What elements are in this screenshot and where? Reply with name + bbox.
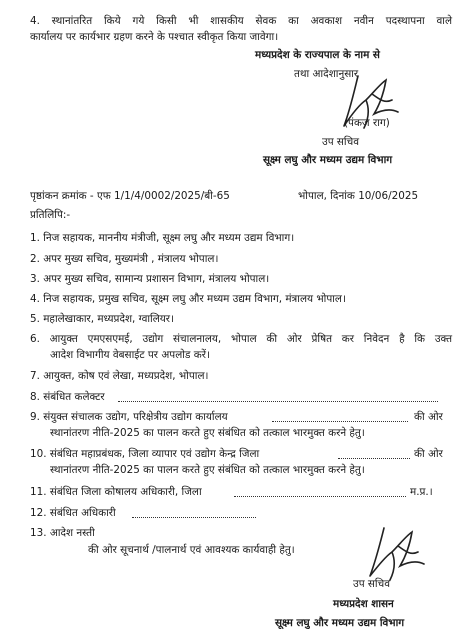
copy-item-6-line-2: आदेश विभागीय वेबसाईट पर अपलोड करें।	[50, 349, 210, 361]
copy-item-9-suffix: की ओर	[414, 411, 443, 423]
copy-item-8-blank	[118, 392, 438, 402]
signatory-2-government: मध्यप्रदेश शासन	[333, 598, 394, 610]
copy-item-7: 7. आयुक्त, कोष एवं लेखा, मध्यप्रदेश, भोपाल।	[30, 370, 209, 382]
copy-item-10-line-1: 10. संबंधित महाप्रबंधक, जिला व्यापार एवं उद्योग केन्द्र जिला	[30, 448, 260, 460]
copy-item-11: 11. संबंधित जिला कोषालय अधिकारी, जिला	[30, 486, 202, 498]
copy-item-3: 3. अपर मुख्य सचिव, सामान्य प्रशासन विभाग, मंत्रालय भोपाल।	[30, 273, 270, 285]
signatory-1-name: (पंकज राग)	[344, 117, 390, 129]
copy-item-10-suffix: की ओर	[414, 448, 443, 460]
copy-item-12: 12. संबंधित अधिकारी	[30, 507, 116, 519]
copy-item-9-blank	[272, 412, 408, 422]
signatory-1-department: सूक्ष्म लघु और मध्यम उद्यम विभाग	[263, 154, 393, 166]
intro-line-1: 4. स्थानांतरित किये गये किसी भी शासकीय सेवक का अवकाश नवीन पदस्थापना वाले	[30, 15, 452, 27]
copy-footer-line: की ओर सूचनार्थ /पालनार्थ एवं आवश्यक कार्यवाही हेतु।	[88, 544, 295, 556]
copy-item-4: 4. निज सहायक, प्रमुख सचिव, सूक्ष्म लघु और मध्यम उद्यम विभाग, मंत्रालय भोपाल।	[30, 293, 346, 305]
copy-item-13: 13. आदेश नस्ती	[30, 527, 95, 539]
copy-item-9-line-2: स्थानांतरण नीति-2025 का पालन करते हुए संबंधित को तत्काल भारमुक्त करने हेतु।	[50, 427, 365, 439]
by-order-line: तथा आदेशानुसार	[294, 68, 359, 80]
signatory-1-designation: उप सचिव	[322, 136, 359, 148]
signatory-2-department: सूक्ष्म लघु और मध्यम उद्यम विभाग	[275, 617, 405, 629]
copy-item-9-line-1: 9. संयुक्त संचालक उद्योग, परिक्षेत्रीय उद्योग कार्यालय	[30, 411, 228, 423]
copy-item-6-line-1: 6. आयुक्त एमएसएमई, उद्योग संचालनालय, भोपाल की ओर प्रेषित कर निवेदन है कि उक्त	[30, 333, 452, 345]
copy-to-label: प्रतिलिपि:-	[30, 209, 71, 221]
copy-item-1: 1. निज सहायक, माननीय मंत्रीजी, सूक्ष्म लघु और मध्यम उद्यम विभाग।	[30, 232, 295, 244]
copy-item-10-line-2: स्थानांतरण नीति-2025 का पालन करते हुए संबंधित को तत्काल भारमुक्त करने हेतु।	[50, 464, 365, 476]
endorsement-reference: पृष्ठांकन क्रमांक - एफ 1/1/4/0002/2025/बी-65	[30, 190, 230, 202]
copy-item-10-blank	[338, 449, 410, 459]
copy-item-11-blank	[234, 487, 406, 497]
intro-line-2: कार्यालय पर कार्यभार ग्रहण करने के पश्चात स्वीकृत किया जावेगा।	[30, 31, 279, 43]
signatory-2-designation: उप सचिव	[353, 578, 390, 590]
copy-item-2: 2. अपर मुख्य सचिव, मुख्यमंत्री , मंत्रालय भोपाल।	[30, 253, 219, 265]
governor-name-line: मध्यप्रदेश के राज्यपाल के नाम से	[255, 49, 380, 61]
copy-item-11-suffix: म.प्र.।	[410, 486, 433, 498]
copy-item-5: 5. महालेखाकार, मध्यप्रदेश, ग्वालियर।	[30, 313, 174, 325]
copy-item-8: 8. संबंधित कलेक्टर	[30, 391, 105, 403]
signature-2-image	[358, 524, 438, 584]
endorsement-date: भोपाल, दिनांक 10/06/2025	[298, 190, 419, 202]
copy-item-12-blank	[132, 508, 256, 518]
